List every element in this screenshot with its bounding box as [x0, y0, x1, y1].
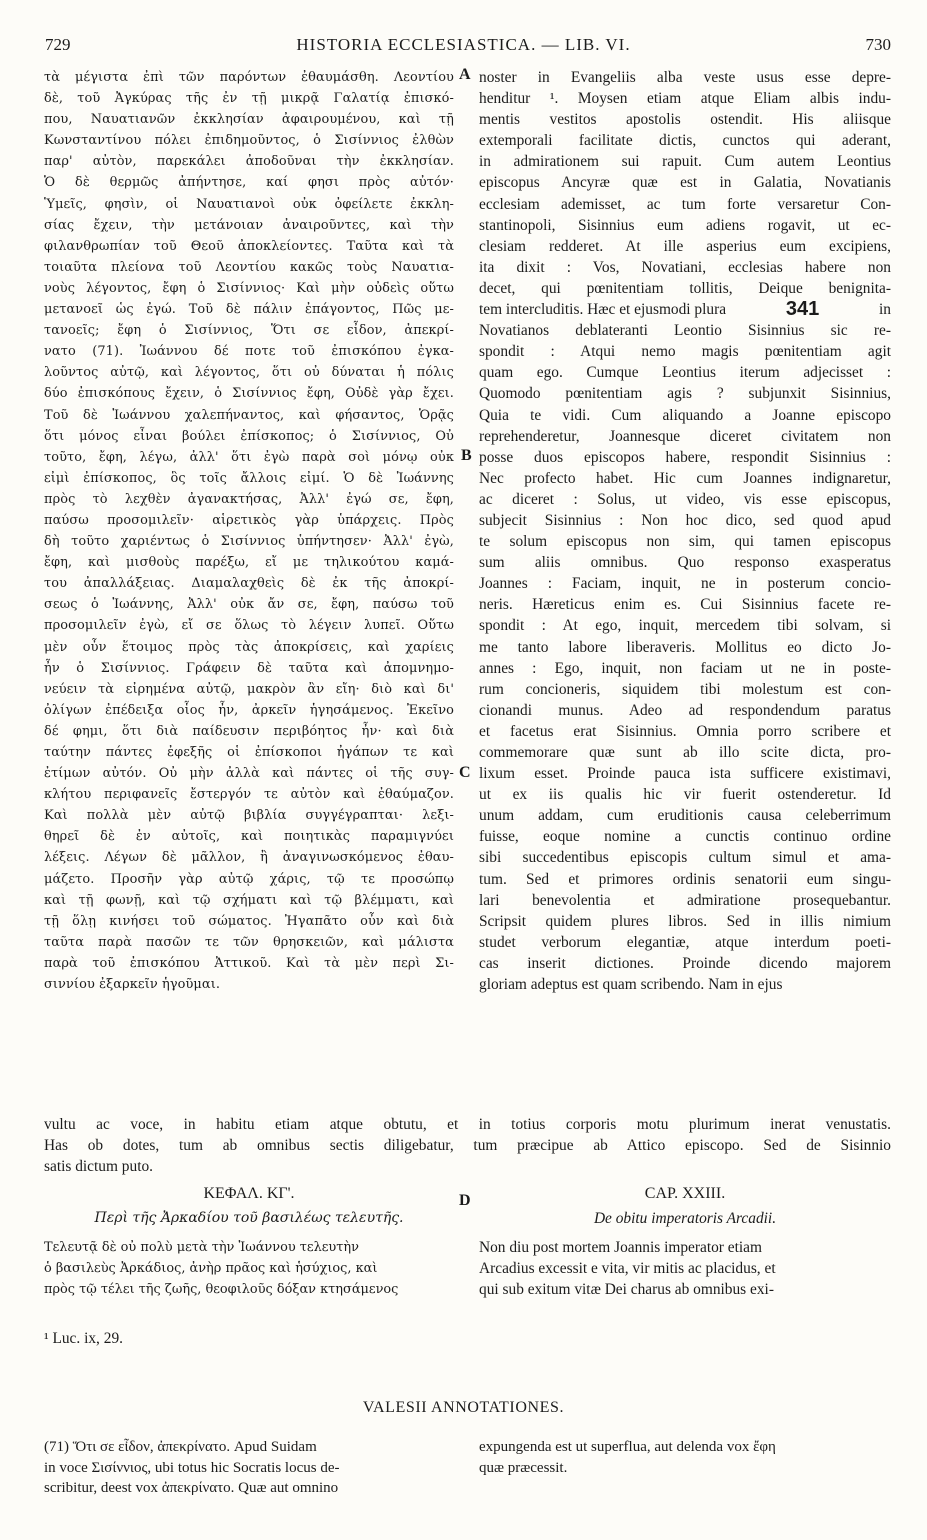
- latin-text-line: [479, 299, 891, 320]
- latin-text-line: ita dixit : Vos, Novatiani, ecclesias habere non: [479, 258, 891, 276]
- latin-text-line: cionandi munus. Adeo ad respondendum paratus: [479, 701, 891, 719]
- latin-text-line: Novatianos deblateranti Leontio Sisinnius sic re-: [479, 322, 891, 340]
- greek-text-line: προσομιλεῖν ἐγὼ, εἴ σε ὅλως τὸ λέγειν λυπεῖ. Οὕτω: [44, 618, 454, 634]
- greek-text-line: τανοεῖς; ἔφη ὁ Σισίννιος, Ὅτι σε εἶδον, ἀπεκρί-: [44, 323, 454, 339]
- latin-text-line: gloriam adeptus est quam scribendo. Nam in ejus: [479, 976, 783, 994]
- greek-text-line: ὀλίγων ἐπέδειξα οἷος ἦν, ἀρκεῖν ἡγησάμενος. Ἐκεῖνο: [44, 702, 454, 718]
- greek-text-line: Κωνσταντίνου πόλει ἐπιδημοῦντος, ὁ Σισίννιος ἐλθὼν: [44, 133, 454, 149]
- latin-text-line: Quia te vidi. Cum aliquando a Joanne episcopo: [479, 406, 891, 424]
- greek-text-line: κλήτου περιφανεῖς ἔστεργόν τε αὐτὸν καὶ ἐθαύμαζον.: [44, 787, 454, 803]
- latin-chapter-line: qui sub exitum vitæ Dei charus ab omnibus exi-: [479, 1281, 774, 1299]
- latin-text-line: Scripsit quidem plures libros. Sed in illis nimium: [479, 912, 891, 930]
- latin-text-line: rum concioneris, siquidem tibi molestum est con-: [479, 680, 891, 698]
- greek-text-line: Τοῦ δὲ Ἰωάννου χαλεπήναντος, καὶ φήσαντος, Ὁρᾷς: [44, 407, 454, 423]
- greek-text-line: νεύειν τὰ εἰρημένα αὐτῷ, μακρὸν ἂν εἴη· διὸ καὶ δι': [44, 681, 454, 697]
- greek-text-line: δύο ἐπισκόπους ἔχειν, ὁ Σισίννιος ἔφη, Οὐδὲ γὰρ ἔχει.: [44, 386, 454, 402]
- greek-text-line: τὰ μέγιστα ἐπὶ τῶν παρόντων ἐθαυμάσθη. Λεοντίου: [44, 70, 454, 85]
- greek-text-line: σεως ὁ Ἰωάννης, Ἀλλ' οὐκ ἄν σε, ἔφη, παύσω τοῦ: [44, 597, 454, 613]
- greek-text-line: λοῦντος αὐτῷ, καὶ λέγοντος, ὅτι οὐ δύναται ἡ πόλις: [44, 365, 454, 381]
- annotation-right-column: [479, 1437, 891, 1478]
- latin-text-line: subjecit Sisinnius : Non hoc dico, sed quod apud: [479, 511, 891, 529]
- greek-text-line: νατο (71). Ἰωάννου δέ ποτε τοῦ ἐπισκόπου ἐγκα-: [44, 344, 454, 360]
- greek-text-line: φιλανθρωπίαν τοῦ Θεοῦ ἀποκλείοντες. Ταῦτα καὶ τὰ: [44, 238, 454, 254]
- greek-text-line: σίας ἔχειν, τὴν μετάνοιαν ἀναιροῦντες, καὶ τὴν: [44, 217, 454, 233]
- latin-text-line: episcopus Ancyræ quæ est in Galatia, Novatianis: [479, 174, 891, 192]
- greek-text-line: Ὑμεῖς, φησὶν, οἱ Ναυατιανοὶ οὐκ ὀφείλετε ἐκκλη-: [44, 196, 454, 212]
- latin-text-line: lixum esset. Proinde pauca ista sufficere existimavi,: [479, 765, 891, 783]
- greek-chapter-line: Τελευτᾷ δὲ οὐ πολὺ μετὰ τὴν Ἰωάννου τελευτὴν: [44, 1240, 359, 1255]
- latin-text-line: commemorare quæ sunt ab illo scite dicta, pro-: [479, 744, 891, 761]
- latin-text-line: sibi succedentibus episcopis cultum simul et ama-: [479, 849, 891, 867]
- margin-letter-c: C: [459, 764, 471, 781]
- greek-column: [44, 67, 454, 995]
- latin-text-line: spondit : Atqui nemo magis pœnitentiam agit: [479, 343, 891, 361]
- latin-text-line: Joannes : Faciam, inquit, ne in posterum concio-: [479, 575, 891, 593]
- latin-text-line: spondit : At ego, inquit, mercedem tibi solvam, si: [479, 617, 891, 635]
- latin-text-line: sum aliis omnibus. Quo responso exasperatus: [479, 554, 891, 572]
- greek-text-line: μετανοεῖ ὡς ἐγώ. Τοῦ δὲ πάλιν ἐπάγοντος, Πῶς με-: [44, 302, 454, 318]
- greek-text-line: ἔφη, καὶ μισθοὺς παρέξω, εἴ με τηλικούτου καμά-: [44, 555, 454, 571]
- latin-text-line: Nec profecto habet. Hic cum Joannes indignaretur,: [479, 469, 891, 487]
- latin-text-line: ac diceret : Solus, ut video, vis esse episcopus,: [479, 490, 891, 508]
- latin-chapter-text: [479, 1237, 891, 1301]
- latin-text-line: te solum episcopus non sim, qui tamen episcopus: [479, 533, 891, 551]
- full-width-line: satis dictum puto.: [44, 1158, 154, 1176]
- latin-chapter-subtitle: De obitu imperatoris Arcadii.: [593, 1210, 777, 1227]
- greek-text-line: δὴ τοῦτο χαριέντως ὁ Σισίννιος ὑπήντησεν· Ἀλλ' ἐγὼ,: [44, 534, 454, 550]
- latin-text-line: lari benevolentia et admiratione prosequebantur.: [479, 891, 891, 909]
- greek-text-line: μὲν οὖν ἕτοιμος πρὸς τὰς ἀποκρίσεις, καὶ χαρίεις: [44, 639, 454, 655]
- greek-text-line: τοιαῦτα πλείονα τοῦ Λεοντίου κακῶς τοὺς Ναυατια-: [44, 259, 454, 275]
- greek-text-line: νοὺς λέγοντος, ἔφη ὁ Σισίννιος· Καὶ μὴν οὐδεὶς οὕτω: [44, 280, 454, 296]
- greek-text-line: σιννίου ἐξαρκεῖν ἡγοῦμαι.: [44, 977, 221, 993]
- latin-text-line: reprehenderetur, Joannesque diceret civitatem non: [479, 427, 891, 445]
- greek-text-line: τῇ ὅλῃ κινήσει τοῦ σώματος. Ἠγαπᾶτο οὖν καὶ διὰ: [44, 913, 454, 929]
- latin-chapter-heading: CAP. XXIII.: [644, 1185, 726, 1202]
- annotation-line: scribitur, deest vox ἀπεκρίνατο. Quæ aut omnino: [44, 1480, 339, 1496]
- annotation-line: in voce Σισίννιος, ubi totus hic Socratis locus de-: [44, 1459, 340, 1476]
- greek-text-line: ἦν ὁ Σισίννιος. Γράφειν δὲ ταῦτα καὶ ἀπομνημο-: [44, 660, 454, 676]
- footnote: ¹ Luc. ix, 29.: [44, 1330, 123, 1347]
- latin-text-line: Quomodo pœnitentiam agis ? subjunxit Sisinnius,: [479, 385, 891, 403]
- running-header: [0, 35, 927, 57]
- latin-text-line: et facetus erat Sisinnius. Omnia porro scribere et: [479, 722, 891, 740]
- margin-letter-b: B: [461, 447, 472, 464]
- greek-text-line: ταῦτα παρὰ πασῶν τε τῶν θρησκειῶν, καὶ μάλιστα: [44, 934, 454, 950]
- latin-text-line: extemporali facilitate dictis, cunctos qui aderant,: [479, 132, 891, 150]
- annotation-left-column: [44, 1437, 454, 1499]
- greek-text-line: παρὰ τοῦ ἐπισκόπου Ἀττικοῦ. Καὶ τὰ μὲν περὶ Σι-: [44, 955, 454, 971]
- latin-text-line: ut ex iis qualis hic vir fuerit ostenderetur. Id: [479, 786, 891, 804]
- greek-chapter-line: πρὸς τῷ τέλει τῆς ζωῆς, θεοφιλοῦς δόξαν κτησάμενος: [44, 1282, 399, 1298]
- greek-text-line: καὶ τῇ φωνῇ, καὶ τῷ σχήματι καὶ τῷ βλέμματι, καὶ: [44, 892, 454, 908]
- latin-chapter-line: Non diu post mortem Joannis imperator etiam: [479, 1239, 762, 1256]
- latin-text-line: annes : Ego, inquit, non faciam ut ne in poste-: [479, 659, 891, 677]
- greek-text-line: Ὁ δὲ θερμῶς ἀπήντησε, καί φησι πρὸς αὐτόν·: [44, 175, 454, 191]
- latin-text-line: stantinopoli, Sisinnius eum adiens rogavit, ut ec-: [479, 216, 891, 234]
- greek-chapter-heading: ΚΕΦΑΛ. ΚΓ'.: [203, 1185, 295, 1202]
- greek-text-line: ἐτίμων αὐτόν. Οὐ μὴν ἀλλὰ καὶ πάντες οἱ τῆς συγ-: [44, 766, 454, 782]
- latin-text-line: noster in Evangeliis alba veste usus esse depre-: [479, 69, 891, 86]
- running-title: HISTORIA ECCLESIASTICA. — LIB. VI.: [296, 35, 631, 54]
- greek-chapter-subtitle: Περὶ τῆς Ἀρκαδίου τοῦ βασιλέως τελευτῆς.: [94, 1210, 404, 1226]
- greek-text-line: Καὶ πολλὰ μὲν αὐτῷ βιβλία συγγέγραπται· λεξι-: [44, 808, 454, 824]
- latin-column: [479, 67, 891, 995]
- annotation-line: expungenda est ut superflua, aut delenda vox ἔφη: [479, 1439, 776, 1455]
- latin-chapter-line: Arcadius excessit e vita, vir mitis ac placidus, et: [479, 1260, 776, 1278]
- margin-letter-a: A: [459, 66, 471, 83]
- greek-text-line: θηρεῖ δὲ ἐν αὐτοῖς, καὶ ποιητικὰς παραμιγνύει: [44, 829, 454, 845]
- full-width-line: Has ob dotes, tum ab omnibus sectis diligebatur, tum præcipue ab Attico episcopo. Sed de Sisinnio: [44, 1137, 891, 1155]
- full-width-line: vultu ac voce, in habitu etiam atque obtutu, et in totius corporis motu plurimum inerat venustatis.: [44, 1116, 891, 1133]
- latin-text-line: clesiam redderet. At ille asperius eum excipiens,: [479, 237, 891, 255]
- greek-text-line: τοῦτο, ἔφη, λέγω, ἀλλ' ὅτι ἐγὼ παρὰ σοὶ μόνῳ οὐκ: [44, 449, 454, 465]
- full-width-text: [44, 1114, 891, 1178]
- page-number-right: 730: [865, 35, 891, 54]
- greek-text-line: του ἀπαλλάξειας. Διαμαλαχθεὶς δὲ ἐκ τῆς ἀποκρί-: [44, 576, 454, 592]
- annotation-line: quæ præcessit.: [479, 1459, 568, 1476]
- latin-text-line: ecclesiam ademisset, ac tum forte versaretur Con-: [479, 195, 891, 213]
- latin-text-line: cas inserit dictiones. Proinde dicendo majorem: [479, 954, 891, 972]
- latin-text-segment: tem intercluditis. Hæc et ejusmodi plura: [479, 301, 727, 319]
- latin-text-line: henditur ¹. Moysen etiam atque Eliam albis indu-: [479, 90, 891, 108]
- migne-column-number: 341: [785, 299, 820, 321]
- margin-letter-d: D: [459, 1192, 471, 1209]
- greek-text-line: παρ' αὐτὸν, παρεκάλει ἀποδοῦναι τὴν ἐκκλησίαν.: [44, 154, 454, 170]
- latin-text-segment: in: [879, 301, 891, 319]
- latin-text-line: tum. Sed et primores ordinis senatorii eum singu-: [479, 870, 891, 888]
- annotation-line: (71) Ὅτι σε εἶδον, ἀπεκρίνατο. Apud Suidam: [44, 1439, 317, 1455]
- greek-text-line: πρὸς τὸ λεχθὲν ἀγανακτήσας, Ἀλλ' ἐγώ σε, ἔφη,: [44, 491, 454, 507]
- greek-chapter-line: ὁ βασιλεὺς Ἀρκάδιος, ἀνὴρ πρᾶος καὶ ἡσύχιος, καὶ: [44, 1261, 378, 1277]
- greek-text-line: μάζετο. Προσῆν γὰρ αὐτῷ χάρις, τῷ τε προσώπῳ: [44, 871, 454, 887]
- latin-text-line: neris. Hæreticus enim es. Cui Sisinnius facete re-: [479, 596, 891, 614]
- greek-text-line: ὅτι μόνος εἶναι βούλει ἐπίσκοπος; ὁ Σισίννιος, Οὐ: [44, 428, 454, 444]
- page-number-left: 729: [45, 35, 71, 54]
- latin-text-line: mentis vestitos apostolis ostendit. His aliisque: [479, 111, 891, 129]
- latin-text-line: decet, qui pœnitentiam tollitis, Deique benignita-: [479, 279, 891, 297]
- greek-text-line: εἰμὶ ἐπίσκοπος, ὃς τοῖς ἄλλοις εἰμί. Ὁ δὲ Ἰωάννης: [44, 470, 454, 486]
- latin-text-line: me tanto labore liberaveris. Mollitus eo dicto Jo-: [479, 638, 891, 656]
- latin-text-line: in admirationem sui rapuit. Cum autem Leontius: [479, 153, 891, 171]
- greek-text-line: λέξεις. Λέγων δὲ μᾶλλον, ἢ ἀναγινωσκόμενος ἐθαυ-: [44, 850, 454, 866]
- latin-text-line: fuisse, eoque nomine a cunctis continuo ordine: [479, 828, 891, 846]
- greek-text-line: ταύτην πάντες ἐφεξῆς οἱ ἐπίσκοποι ἠγάπων τε καὶ: [44, 745, 454, 760]
- latin-text-line: studet verborum elegantiæ, atque interdum poeti-: [479, 933, 891, 951]
- annotations-title: VALESII ANNOTATIONES.: [362, 1399, 565, 1416]
- greek-text-line: που, Ναυατιανῶν ἐκκλησίαν ἀφαιρουμένου, καὶ τῇ: [44, 112, 454, 128]
- latin-text-line: posse duos episcopos habere, respondit Sisinnius :: [479, 448, 891, 466]
- latin-text-line: unum addam, cum eruditionis causa celeberrimum: [479, 807, 891, 825]
- greek-text-line: παύσω προσομιλεῖν· αἱρετικὸς γὰρ ὑπάρχεις. Πρὸς: [44, 512, 454, 528]
- greek-chapter-text: [44, 1237, 454, 1301]
- greek-text-line: δὲ, τοῦ Ἀγκύρας τῆς ἐν τῇ μικρᾷ Γαλατίᾳ ἐπισκό-: [44, 91, 454, 107]
- greek-text-line: δέ φημι, ὅτι διὰ παίδευσιν περιβόητος ἦν· καὶ διὰ: [44, 723, 454, 739]
- latin-text-line: quam ego. Cumque Leontius iterum adjecisset :: [479, 364, 891, 382]
